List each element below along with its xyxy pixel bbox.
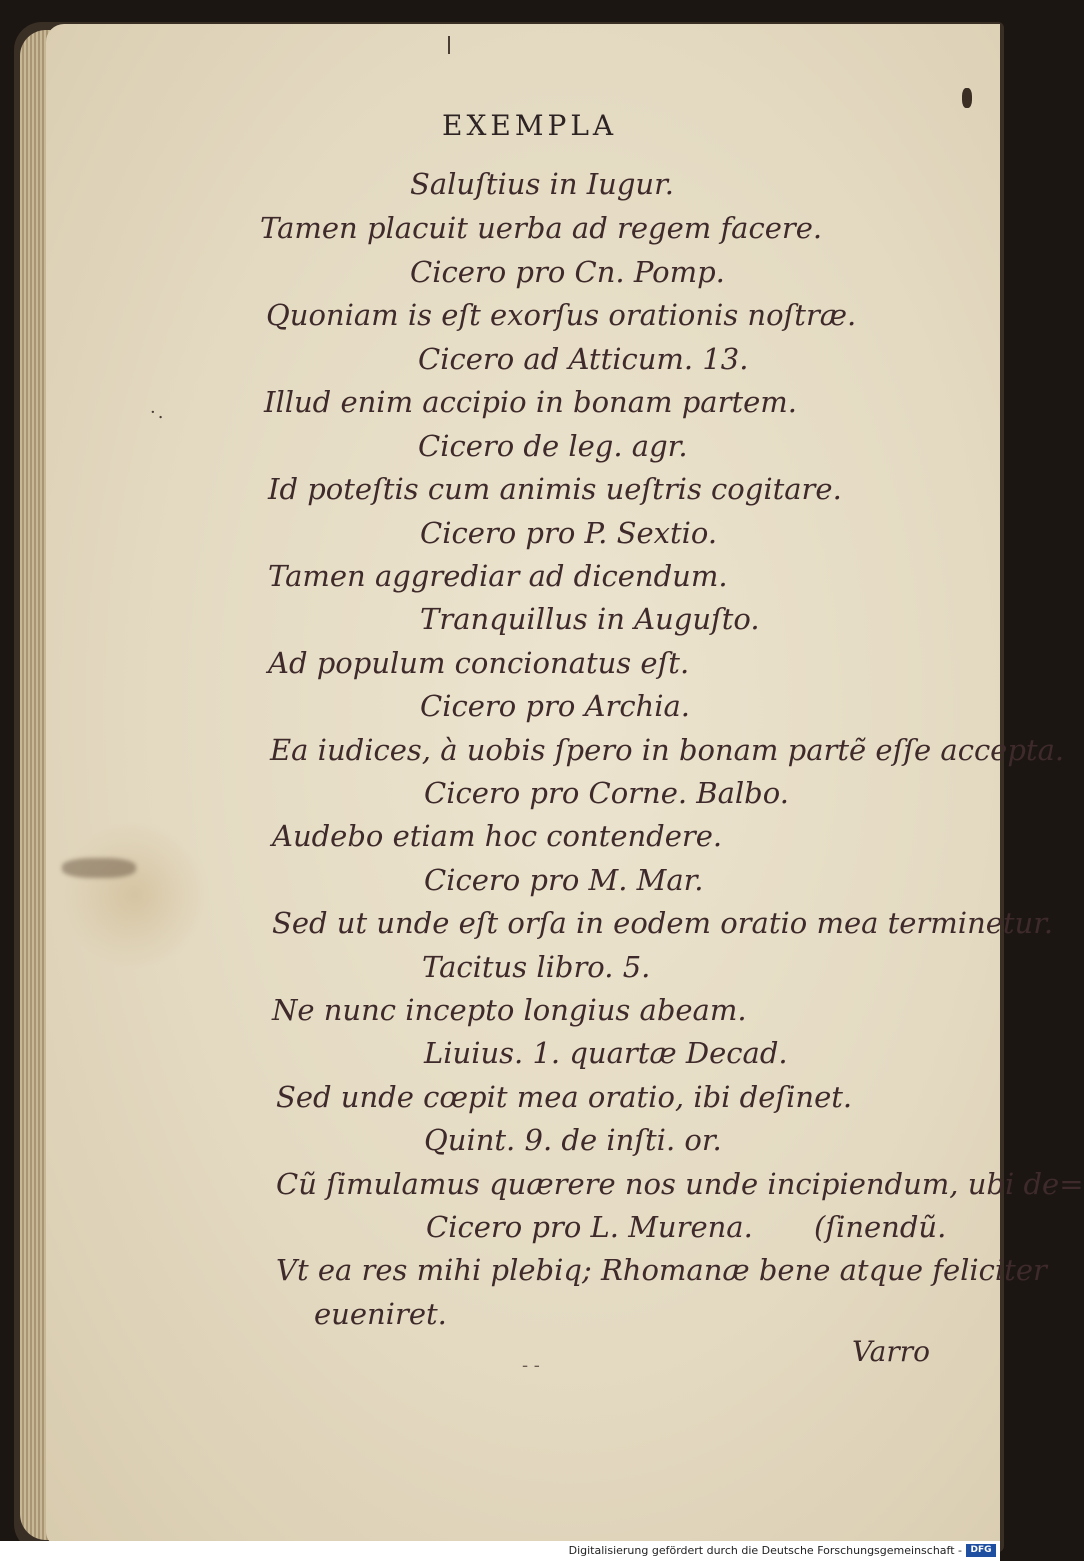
quotation-line: Illud enim accipio in bonam partem. — [264, 385, 797, 419]
corner-mark — [962, 88, 972, 108]
quotation-line: Vt ea res mihi plebiq; Rhomanæ bene atque feliciter — [276, 1253, 1047, 1287]
source-reference: Cicero de leg. agr. — [418, 429, 688, 463]
quotation-line: Ea iudices, à uobis ſpero in bonam partẽ eſſe accepta. — [270, 733, 1065, 767]
footer-credit: Digitalisierung gefördert durch die Deutsche Forschungsgemeinschaft - — [568, 1544, 962, 1557]
source-reference: Cicero pro M. Mar. — [424, 863, 704, 897]
quotation-line: Ad populum concionatus eſt. — [268, 646, 690, 680]
quotation-line: eueniret. — [314, 1297, 447, 1331]
source-reference: Tranquillus in Auguſto. — [420, 602, 760, 636]
source-reference: Cicero pro P. Sextio. — [420, 516, 718, 550]
quotation-line: Cũ ſimulamus quærere nos unde incipiendum, ubi de= — [276, 1167, 1084, 1201]
quotation-line: Id poteſtis cum animis ueſtris cogitare. — [268, 472, 842, 506]
source-reference: Cicero pro Cn. Pomp. — [410, 255, 725, 289]
top-mark — [448, 36, 450, 54]
source-reference: Saluſtius in Iugur. — [410, 167, 674, 201]
quotation-line: Sed unde cœpit mea oratio, ibi deſinet. — [276, 1080, 853, 1114]
dfg-logo-icon: DFG — [966, 1544, 996, 1557]
ink-smudge — [62, 858, 136, 878]
catchword: Varro — [852, 1335, 930, 1368]
source-reference: Tacitus libro. 5. — [422, 950, 651, 984]
quotation-line: Audebo etiam hoc contendere. — [272, 819, 723, 853]
stray-marks: - - — [522, 1355, 540, 1376]
quotation-line: (ſinendũ. — [814, 1210, 947, 1244]
quotation-line: Tamen placuit uerba ad regem facere. — [260, 211, 823, 245]
quotation-line: Quoniam is eſt exorſus orationis noſtræ. — [266, 298, 857, 332]
quotation-line: Sed ut unde eſt orſa in eodem oratio mea terminetur. — [272, 906, 1054, 940]
source-reference: Cicero pro Corne. Balbo. — [424, 776, 789, 810]
source-reference: Cicero pro Archia. — [420, 689, 691, 723]
source-reference: Quint. 9. de inſti. or. — [424, 1123, 722, 1157]
running-head: EXEMPLA — [442, 109, 618, 142]
margin-dots: ·. — [150, 402, 166, 423]
source-reference: Liuius. 1. quartæ Decad. — [424, 1036, 788, 1070]
paper-stain — [60, 820, 210, 970]
source-reference: Cicero ad Atticum. 13. — [418, 342, 749, 376]
quotation-line: Ne nunc incepto longius abeam. — [272, 993, 747, 1027]
quotation-line: Tamen aggrediar ad dicendum. — [268, 559, 728, 593]
source-reference: Cicero pro L. Murena. — [426, 1210, 753, 1244]
